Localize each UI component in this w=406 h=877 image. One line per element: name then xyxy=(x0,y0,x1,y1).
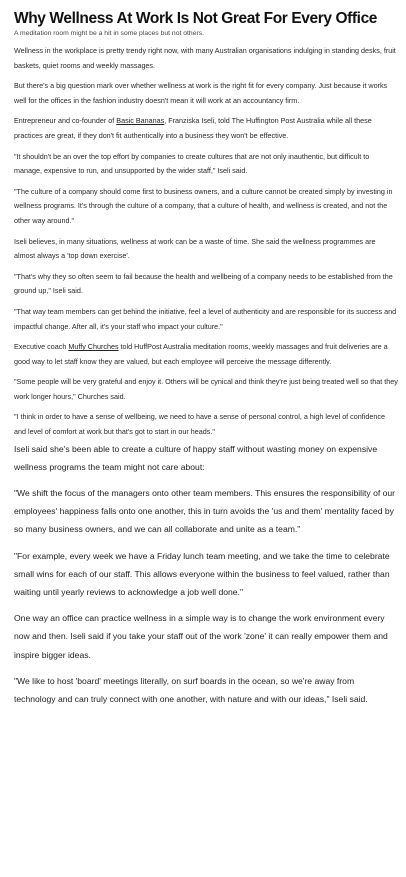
paragraph-12: Iseli said she's been able to create a culture of happy staff without wasting money on expensive wellness programs the team might not care about: xyxy=(14,443,378,472)
paragraph-11: "I think in order to have a sense of wellbeing, we need to have a sense of personal control, a high level of confidence and level of comfort at work but that's got to start in our heads." xyxy=(14,412,385,437)
paragraph-4: "It shouldn't be an over the top effort by companies to create cultures that are not only inauthentic, but difficult to manage, expensive to run, and unsupported by the wider staff," Iseli said. xyxy=(14,151,370,176)
paragraph-9-text-start: Executive coach xyxy=(14,342,69,352)
paragraph-3-text-end: , Franziska Iseli, told The Huffington Post Australia while all these practices are great, if they don't fit authentically into a business they won't be effective. xyxy=(14,116,372,140)
paragraph-7: "That's why they so often seem to fail because the health and wellbeing of a company needs to be established from the ground up," Iseli said. xyxy=(14,271,393,296)
paragraph-3 xyxy=(14,114,398,143)
paragraph-2: But there's a big question mark over whether wellness at work is the right fit for every company. Just because it works well for the offices in the fashion industry doesn't mean it will work at an accountancy firm. xyxy=(14,81,388,105)
paragraph-14: "For example, every week we have a Friday lunch team meeting, and we take the time to celebrate small wins for each of our staff. This allows everyone within the business to feel valued, rather than waiting until yearly reviews to acknowledge a job well done." xyxy=(14,550,390,598)
paragraph-8: "That way team members can get behind the initiative, feel a level of authenticity and are responsible for its success and impactful change. After all, it's your staff who impact your culture." xyxy=(14,306,397,331)
basic-bananas-link[interactable]: Basic Bananas xyxy=(116,116,165,126)
paragraph-15: One way an office can practice wellness in a simple way is to change the work environment every now and then. Iseli said if you take your staff out of the work 'zone' it can really empower them and inspire bigger ideas. xyxy=(14,613,388,660)
paragraph-13: "We shift the focus of the managers onto other team members. This ensures the responsibility of our employees' happiness falls onto one another, this in turn avoids the 'us and them' mentality faced by so many business owners, and we can all collaborate and unite as a team." xyxy=(14,488,396,535)
paragraph-9 xyxy=(14,340,398,369)
paragraph-6: Iseli believes, in many situations, wellness at work can be a waste of time. She said the wellness programmes are almost always a 'top down exercise'. xyxy=(14,236,376,261)
muffy-churches-link[interactable]: Muffy Churches xyxy=(68,342,119,352)
headline: Why Wellness At Work Is Not Great For Every Office xyxy=(14,10,378,27)
paragraph-9-text-end: told HuffPost Australia meditation rooms, weekly massages and fruit deliveries are a good way to let staff know they are valued, but each employee will perceive the message differently. xyxy=(14,342,388,366)
image-caption: A meditation room might be a hit in some places but not others. xyxy=(14,30,205,37)
paragraph-1: Wellness in the workplace is pretty trendy right now, with many Australian organisations indulging in standing desks, fruit baskets, quiet rooms and weekly massages. xyxy=(14,46,396,70)
paragraph-16: "We like to host 'board' meetings literally, on surf boards in the ocean, so we're away from technology and can truly connect with one another, with nature and with our ideas," Iseli said. xyxy=(14,675,368,705)
paragraph-10: "Some people will be very grateful and enjoy it. Others will be cynical and think they're just being treated well so that they work longer hours," Churches said. xyxy=(14,377,398,401)
paragraph-5: "The culture of a company should come first to business owners, and a culture cannot be created simply by investing in wellness programs. It's through the culture of a company, that a culture of health, and wellness is created, and not the other way around." xyxy=(14,186,393,225)
paragraph-3-text-start: Entrepreneur and co-founder of xyxy=(14,116,117,126)
